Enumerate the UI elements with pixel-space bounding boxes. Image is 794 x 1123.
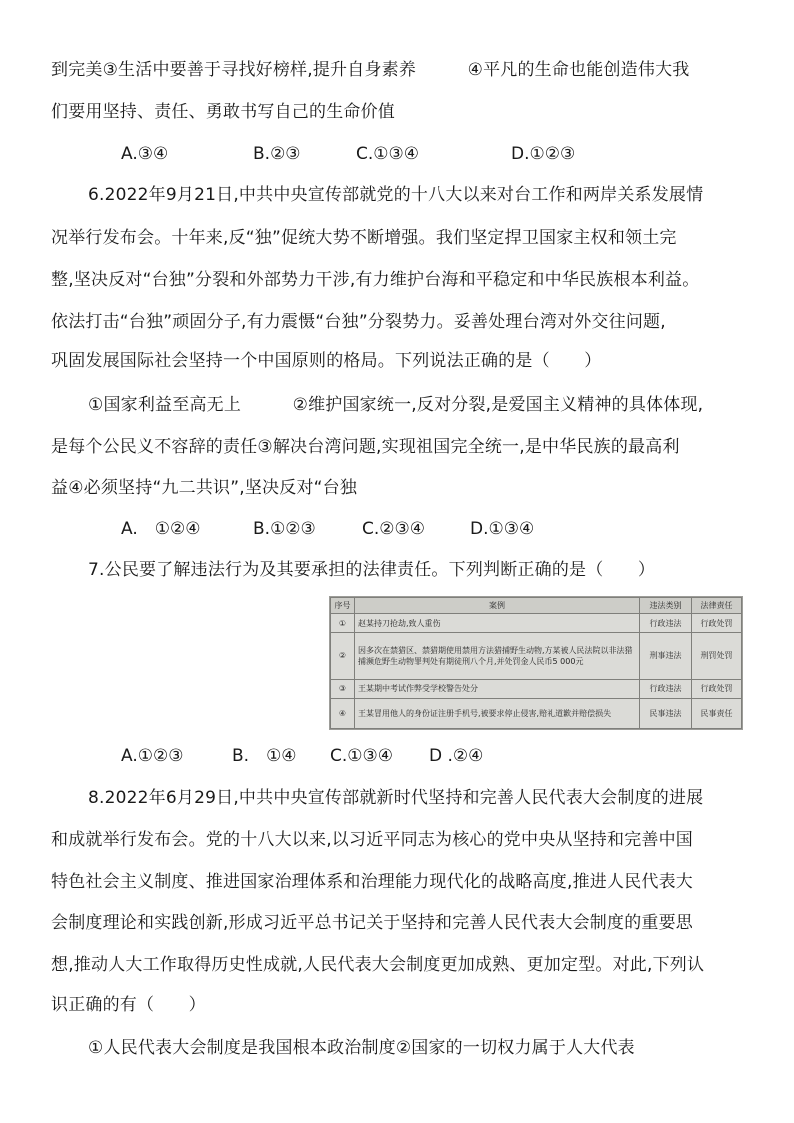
q5-statement-line-2: 们要用坚持、责任、勇敢书写自己的生命价值 <box>51 102 395 122</box>
q8-statement-line-1: ①人民代表大会制度是我国根本政治制度②国家的一切权力属于人大代表 <box>88 1038 635 1058</box>
row-category: 民事违法 <box>640 698 692 728</box>
q6-stem-line-5: 巩固发展国际社会坚持一个中国原则的格局。下列说法正确的是（ ） <box>51 351 602 371</box>
q7-option-b[interactable]: B. ①④ <box>232 746 297 766</box>
table-row <box>331 679 742 698</box>
row-category: 刑事违法 <box>640 633 692 679</box>
row-liability: 刑罚处罚 <box>692 633 742 679</box>
table-header-case: 案例 <box>355 598 640 614</box>
q7-option-d[interactable]: D .②④ <box>429 746 484 766</box>
q5-option-b[interactable]: B.②③ <box>253 144 301 164</box>
row-index: ④ <box>331 698 355 728</box>
row-liability: 行政处罚 <box>692 679 742 698</box>
q6-stem-line-4: 依法打击“台独”顽固分子,有力震慑“台独”分裂势力。妥善处理台湾对外交往问题, <box>51 312 666 332</box>
q8-stem-line-4: 会制度理论和实践创新,形成习近平总书记关于坚持和完善人民代表大会制度的重要思 <box>51 913 694 933</box>
row-category: 行政违法 <box>640 614 692 633</box>
row-case: 赵某持刀抢劫,致人重伤 <box>355 614 640 633</box>
q7-option-a[interactable]: A.①②③ <box>121 746 184 766</box>
table-header-row <box>331 598 742 614</box>
row-liability: 民事责任 <box>692 698 742 728</box>
table-row <box>331 614 742 633</box>
q6-stem-line-3: 整,坚决反对“台独”分裂和外部势力干涉,有力维护台海和平稳定和中华民族根本利益。 <box>51 270 700 290</box>
q5-option-d[interactable]: D.①②③ <box>511 144 576 164</box>
q5-option-a[interactable]: A.③④ <box>121 144 169 164</box>
q6-statement-line-3: 益④必须坚持“九二共识”,坚决反对“台独 <box>51 478 358 498</box>
q6-stem-line-2: 况举行发布会。十年来,反“独”促统大势不断增强。我们坚定捍卫国家主权和领土完 <box>51 228 677 248</box>
row-index: ③ <box>331 679 355 698</box>
q6-option-c[interactable]: C.②③④ <box>362 519 425 539</box>
table-row <box>331 633 742 679</box>
q8-stem-line-6: 识正确的有（ ） <box>51 995 206 1015</box>
table-row <box>331 698 742 728</box>
row-case: 王某期中考试作弊受学校警告处分 <box>355 679 640 698</box>
q7-option-c[interactable]: C.①③④ <box>330 746 393 766</box>
law-case-table <box>330 597 742 729</box>
q5-statement-line-1: 到完美③生活中要善于寻找好榜样,提升自身素养 ④平凡的生命也能创造伟大我 <box>51 60 690 80</box>
row-index: ② <box>331 633 355 679</box>
q7-stem-line-1: 7.公民要了解违法行为及其要承担的法律责任。下列判断正确的是（ ） <box>88 560 656 580</box>
table-header-index: 序号 <box>331 598 355 614</box>
q6-statement-line-2: 是每个公民义不容辞的责任③解决台湾问题,实现祖国完全统一,是中华民族的最高利 <box>51 437 680 457</box>
row-category: 行政违法 <box>640 679 692 698</box>
q6-option-d[interactable]: D.①③④ <box>470 519 535 539</box>
q8-stem-line-3: 特色社会主义制度、推进国家治理体系和治理能力现代化的战略高度,推进人民代表大 <box>51 872 694 892</box>
q8-stem-line-5: 想,推动人大工作取得历史性成就,人民代表大会制度更加成熟、更加定型。对此,下列认 <box>51 955 705 975</box>
table-header-liability: 法律责任 <box>692 598 742 614</box>
table-header-category: 违法类别 <box>640 598 692 614</box>
row-liability: 行政处罚 <box>692 614 742 633</box>
row-case: 王某冒用他人的身份证注册手机号,被要求停止侵害,赔礼道歉并赔偿损失 <box>355 698 640 728</box>
q5-option-c[interactable]: C.①③④ <box>356 144 419 164</box>
q6-stem-line-1: 6.2022年9月21日,中共中央宣传部就党的十八大以来对台工作和两岸关系发展情 <box>88 185 704 205</box>
q6-option-a[interactable]: A. ①②④ <box>121 519 201 539</box>
q6-option-b[interactable]: B.①②③ <box>253 519 316 539</box>
row-index: ① <box>331 614 355 633</box>
q8-stem-line-1: 8.2022年6月29日,中共中央宣传部就新时代坚持和完善人民代表大会制度的进展 <box>88 788 704 808</box>
law-case-table-photo <box>329 596 743 730</box>
q6-statement-line-1: ①国家利益至高无上 ②维护国家统一,反对分裂,是爱国主义精神的具体体现, <box>88 395 704 415</box>
row-case: 因多次在禁猎区、禁猎期使用禁用方法猎捕野生动物,方某被人民法院以非法猎捕濒危野生动物罪判处有期徒刑八个月,并处罚金人民币5 000元 <box>355 633 640 679</box>
q8-stem-line-2: 和成就举行发布会。党的十八大以来,以习近平同志为核心的党中央从坚持和完善中国 <box>51 830 694 850</box>
